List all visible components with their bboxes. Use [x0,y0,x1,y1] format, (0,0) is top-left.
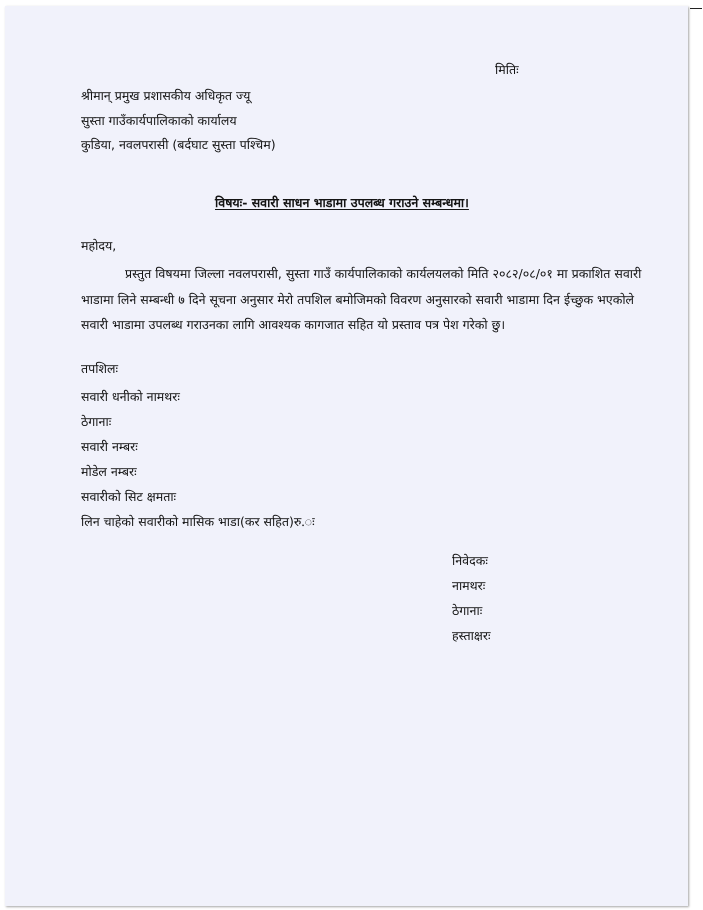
body-line-4: प्रस्ताव पत्र पेश गरेको छु। [391,317,506,332]
recipient-line-1: श्रीमान् प्रमुख प्रशासकीय अधिकृत ज्यू [81,88,251,103]
page-edge-mark [690,8,702,9]
body-line-2: प्रकाशित सवारी भाडामा लिने सम्बन्धी ७ दिने सूचना अनुसार मेरो तपशिल बमोजिमको विवरण अनुसारको [81,266,642,307]
applicant-signature-field: हस्ताक्षरः [452,628,491,643]
salutation: महोदय, [81,238,117,253]
applicant-name-field: नामथरः [452,578,486,593]
recipient-line-3: कुडिया, नवलपरासी (बर्दघाट सुस्ता पश्चिम) [81,137,276,152]
recipient-line-2: सुस्ता गाउँकार्यपालिकाको कार्यालय [81,113,237,128]
applicant-heading: निवेदकः [452,553,488,568]
field-model-number: मोडेल नम्बरः [81,464,137,479]
field-monthly-rent: लिन चाहेको सवारीको मासिक भाडा(कर सहित)रु.ः [81,514,315,529]
details-heading: तपशिलः [81,361,118,376]
body-line-1: प्रस्तुत विषयमा जिल्ला नवलपरासी, सुस्ता गाउँ कार्यपालिकाको कार्यलयलको मिति २०८२/०८/०१ मा [125,266,568,281]
body-paragraph [81,261,647,338]
field-owner-name: सवारी धनीको नामथरः [81,389,180,404]
field-address: ठेगानाः [81,414,112,429]
date-label: मितिः [495,62,519,77]
applicant-address-field: ठेगानाः [452,603,483,618]
field-seat-capacity: सवारीको सिट क्षमताः [81,489,177,504]
field-vehicle-number: सवारी नम्बरः [81,439,138,454]
body-line-3: सवारी भाडामा दिन ईच्छुक भएकोले सवारी भाडामा उपलब्ध गराउनका लागि आवश्यक कागजात सहित यो [81,291,635,332]
subject-line: विषयः- सवारी साधन भाडामा उपलब्ध गराउने सम्बन्धमा। [215,195,469,210]
scanned-letter-page [5,6,688,906]
